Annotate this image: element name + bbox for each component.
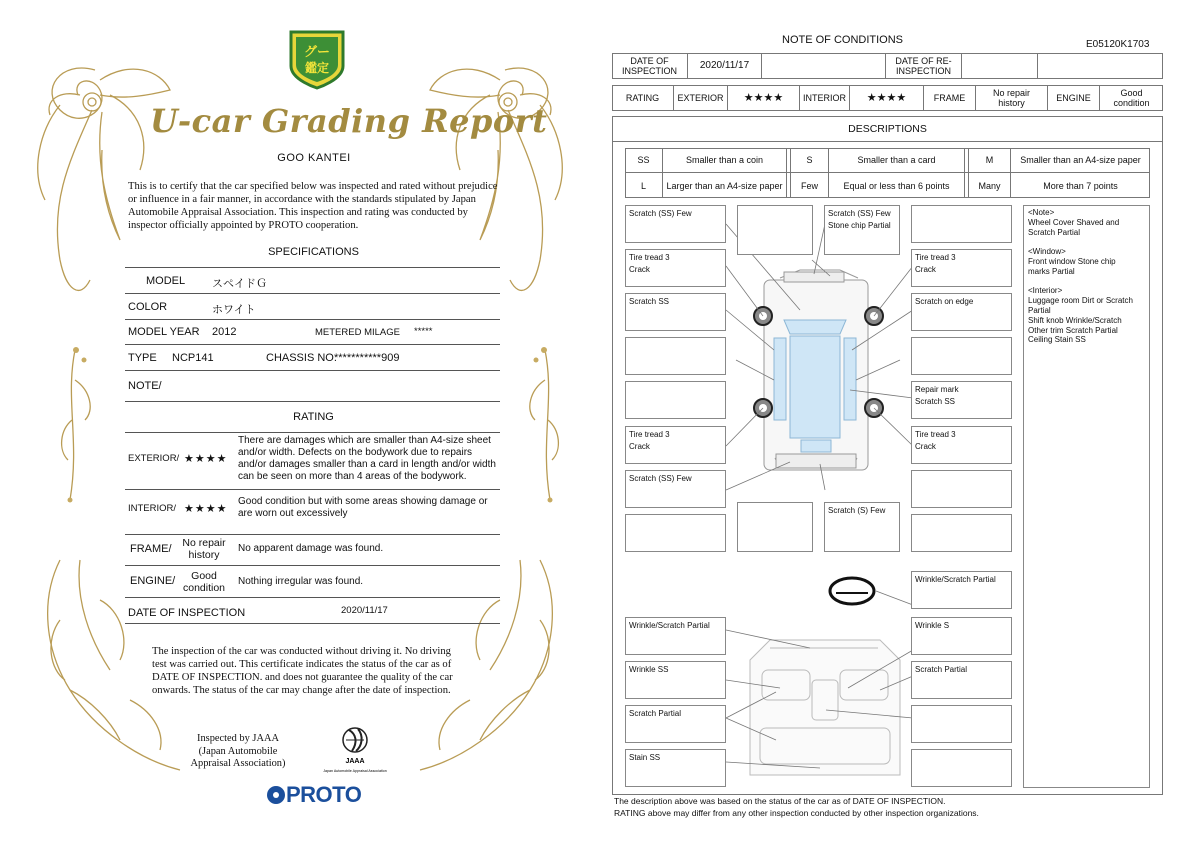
report-subtitle: GOO KANTEI xyxy=(277,152,351,164)
color-label: COLOR xyxy=(128,301,168,313)
interior-note-box xyxy=(911,705,1012,743)
frame-value: No repair history xyxy=(182,537,226,561)
interior-label: INTERIOR xyxy=(800,85,850,111)
note-line: Luggage room Dirt or Scratch xyxy=(1028,296,1133,306)
empty-cell xyxy=(762,53,886,79)
divider xyxy=(125,489,500,490)
divider xyxy=(125,370,500,371)
model-label: MODEL xyxy=(146,275,186,287)
note-spacer xyxy=(1028,277,1145,287)
legend-code: Many xyxy=(969,173,1011,198)
damage-note-box: Tire tread 3 Crack xyxy=(625,426,726,464)
damage-note-box xyxy=(625,337,726,375)
exterior-stars: ★★★★ xyxy=(728,85,800,111)
model-year-value: 2012 xyxy=(212,326,237,338)
note-line: Wheel Cover Shaved and xyxy=(1028,217,1120,227)
interior-note-box xyxy=(911,749,1012,787)
frame-label: FRAME/ xyxy=(130,543,172,555)
chassis-value: ***********909 xyxy=(334,352,400,364)
specifications-heading: SPECIFICATIONS xyxy=(268,246,359,258)
jaaa-logo xyxy=(316,724,394,781)
proto-logo xyxy=(266,782,361,808)
damage-note-box xyxy=(625,514,726,552)
inspected-by: Inspected by JAAA (Japan Automobile Appraisal Association) xyxy=(190,733,286,769)
legend-desc: More than 7 points xyxy=(1043,180,1118,191)
note-of-conditions-heading: NOTE OF CONDITIONS xyxy=(782,34,903,46)
note-line: Front window Stone chip xyxy=(1028,256,1116,266)
proto-wordmark: PROTO xyxy=(286,782,362,807)
frame-value: No repair history xyxy=(976,85,1048,111)
closing-statement: The inspection of the car was conducted without driving it. No driving test was carried out. This certificate indicates the status of the car as of DATE OF INSPECTION. and does not guarantee the quality of the car onwards. The status of the car may change after the date of inspection. xyxy=(152,646,453,696)
damage-note-box xyxy=(737,502,813,552)
divider xyxy=(125,401,500,402)
note-line: Shift knob Wrinkle/Scratch xyxy=(1028,315,1122,325)
divider xyxy=(125,293,500,294)
divider xyxy=(125,344,500,345)
interior-label: INTERIOR/ xyxy=(128,503,177,514)
frame-description: No apparent damage was found. xyxy=(238,543,384,554)
legend-code: L xyxy=(625,173,663,198)
interior-description: Good condition but with some areas showing damage or are worn out excessively xyxy=(238,496,488,519)
damage-note-box: Tire tread 3 Crack xyxy=(625,249,726,287)
legend-desc: Smaller than an A4-size paper xyxy=(1011,148,1150,173)
interior-stars: ★★★★ xyxy=(850,85,924,111)
damage-note-box xyxy=(625,381,726,419)
damage-note-box: Tire tread 3 Crack xyxy=(911,426,1012,464)
damage-note-box: Scratch on edge xyxy=(911,293,1012,331)
damage-note-box: Scratch (SS) Few xyxy=(625,205,726,243)
damage-note-box: Repair mark Scratch SS xyxy=(911,381,1012,419)
legend-desc: Smaller than a coin xyxy=(663,148,787,173)
exterior-description: There are damages which are smaller than A4-size sheet and/or width. Defects on the bodywork due to repairs and/or damages smaller than a card in length and/or width can be seen on more than 4 areas of the bodywork. xyxy=(238,435,496,482)
type-value: NCP141 xyxy=(172,352,214,364)
note-line: <Window> xyxy=(1028,247,1066,257)
rating-heading: RATING xyxy=(293,411,334,423)
divider xyxy=(125,597,500,598)
interior-note-box: Wrinkle/Scratch Partial xyxy=(911,571,1012,609)
frame-label: FRAME xyxy=(924,85,976,111)
note-line: Scratch Partial xyxy=(1028,227,1081,237)
legend-code: Few xyxy=(791,173,829,198)
chassis-label: CHASSIS NO. xyxy=(266,352,337,364)
note-line: <Interior> xyxy=(1028,286,1063,296)
legend-desc: Larger than an A4-size paper xyxy=(663,173,787,198)
footer-note: RATING above may differ from any other inspection conducted by other inspection organizations. xyxy=(614,808,979,818)
proto-mark-icon xyxy=(266,785,286,805)
date-of-inspection-value: 2020/11/17 xyxy=(688,53,762,79)
divider xyxy=(125,319,500,320)
notes-panel xyxy=(1023,205,1150,788)
note-line: <Note> xyxy=(1028,208,1055,217)
date-of-reinspection-value xyxy=(962,53,1038,79)
note-line: Ceiling Stain SS xyxy=(1028,335,1086,345)
damage-note-box xyxy=(911,470,1012,508)
damage-note-box xyxy=(737,205,813,255)
note-label: NOTE/ xyxy=(128,380,162,392)
engine-label: ENGINE/ xyxy=(130,575,176,587)
engine-value: Good condition xyxy=(182,570,226,594)
type-label: TYPE xyxy=(128,352,157,364)
interior-note-box: Scratch Partial xyxy=(625,705,726,743)
damage-note-box xyxy=(911,205,1012,243)
certificate-statement: This is to certify that the car specified below was inspected and rated without prejudice or influence in a fair manner, in accordance with the standards stipulated by Japan Automobile Appraisal Association. This inspection and rating was conducted by inspector officially appointed by PROTO cooperation. xyxy=(128,181,498,231)
model-value: スペイドＧ xyxy=(212,278,267,290)
note-line: Other trim Scratch Partial xyxy=(1028,325,1118,335)
note-line: Partial xyxy=(1028,305,1051,315)
footer-note: The description above was based on the status of the car as of DATE OF INSPECTION. xyxy=(614,796,946,806)
divider xyxy=(125,565,500,566)
date-of-inspection-label: DATE OF INSPECTION xyxy=(128,607,246,619)
jaaa-emblem-icon xyxy=(316,724,394,776)
exterior-label: EXTERIOR xyxy=(674,85,728,111)
interior-note-box: Stain SS xyxy=(625,749,726,787)
divider xyxy=(125,623,500,624)
interior-stars: ★★★★ xyxy=(184,503,228,515)
legend-desc: Equal or less than 6 points xyxy=(829,173,965,198)
interior-note-box: Scratch Partial xyxy=(911,661,1012,699)
damage-note-box xyxy=(911,514,1012,552)
legend-desc: Smaller than a card xyxy=(829,148,965,173)
model-year-label: MODEL YEAR xyxy=(128,326,200,338)
date-of-inspection-value: 2020/11/17 xyxy=(341,605,388,616)
engine-label: ENGINE xyxy=(1048,85,1100,111)
note-spacer xyxy=(1028,237,1145,247)
damage-note-box: Scratch (SS) Few Stone chip Partial xyxy=(824,205,900,255)
interior-note-box: Wrinkle S xyxy=(911,617,1012,655)
goo-kantei-badge-icon xyxy=(287,28,347,90)
svg-text:JAAA: JAAA xyxy=(345,758,365,765)
legend-code: SS xyxy=(625,148,663,173)
divider xyxy=(125,534,500,535)
steering-wheel-icon xyxy=(830,578,874,604)
interior-note-box: Wrinkle SS xyxy=(625,661,726,699)
date-of-reinspection-label: DATE OF RE-INSPECTION xyxy=(886,53,962,79)
metered-milage-value: ***** xyxy=(414,326,433,337)
legend-code: M xyxy=(969,148,1011,173)
damage-note-box: Tire tread 3 Crack xyxy=(911,249,1012,287)
svg-text:鑑定: 鑑定 xyxy=(304,61,330,75)
rating-label: RATING xyxy=(612,85,674,111)
divider xyxy=(125,432,500,433)
damage-note-box: Scratch (S) Few xyxy=(824,502,900,552)
exterior-stars: ★★★★ xyxy=(184,453,228,465)
engine-description: Nothing irregular was found. xyxy=(238,576,364,587)
legend-code: S xyxy=(791,148,829,173)
exterior-label: EXTERIOR/ xyxy=(128,453,180,464)
note-line: marks Partial xyxy=(1028,266,1075,276)
color-value: ホワイト xyxy=(212,304,256,316)
svg-text:Japan Automobile Appraisal Ass: Japan Automobile Appraisal Association xyxy=(323,769,387,773)
report-code: E05120K1703 xyxy=(1086,39,1150,50)
damage-note-box xyxy=(911,337,1012,375)
report-title: U-car Grading Report xyxy=(150,102,548,140)
damage-note-box: Scratch SS xyxy=(625,293,726,331)
date-of-inspection-label: DATE OF INSPECTION xyxy=(612,53,688,79)
engine-value: Good condition xyxy=(1113,88,1150,108)
interior-note-box: Wrinkle/Scratch Partial xyxy=(625,617,726,655)
descriptions-heading: DESCRIPTIONS xyxy=(612,116,1163,142)
note-of-conditions-sheet xyxy=(600,0,1200,848)
damage-note-box: Scratch (SS) Few xyxy=(625,470,726,508)
svg-text:グー: グー xyxy=(303,45,331,60)
metered-milage-label: METERED MILAGE xyxy=(315,327,400,338)
divider xyxy=(125,267,500,268)
